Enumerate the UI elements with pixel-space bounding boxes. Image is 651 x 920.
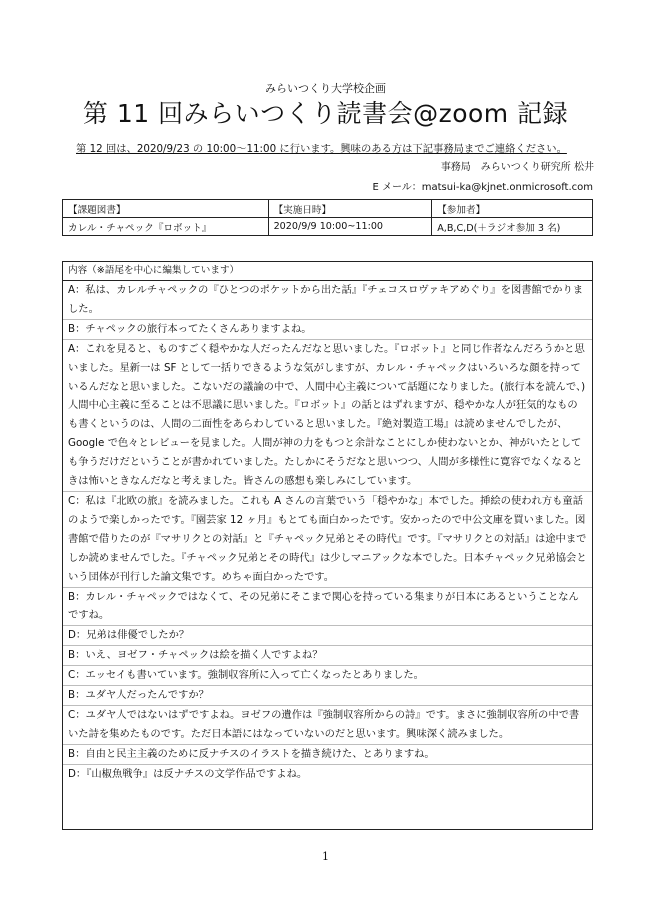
discussion-paragraph: B：カレル・チャペックではなくて、その兄弟にそこまで関心を持っている集まりが日本にあるということなんですね。 (63, 588, 592, 627)
date-header: 【実施日時】 (268, 200, 432, 218)
discussion-paragraph: C：エッセイも書いています。強制収容所に入って亡くなったとありました。 (63, 666, 592, 686)
next-session-notice: 第 12 回は、2020/9/23 の 10:00〜11:00 に行います。興味のある方は下記事務局までご連絡ください。 (76, 143, 567, 155)
discussion-content-box (62, 261, 593, 830)
participants-header: 【参加者】 (432, 200, 593, 218)
page-number: 1 (322, 850, 329, 863)
info-table-value-row (63, 218, 593, 236)
info-table (62, 199, 593, 236)
discussion-paragraph: C：ユダヤ人ではないはずですよね。ヨゼフの遺作は『強制収容所からの詩』です。まさに強制収容所の中で書いた詩を集めたものです。ただ日本語にはなっていないのだと思います。興味深く読みました。 (63, 706, 592, 745)
discussion-paragraph: B：ユダヤ人だったんですか？ (63, 686, 592, 706)
discussion-paragraph: B：チャペックの旅行本ってたくさんありますよね。 (63, 320, 592, 340)
discussion-paragraph: A：これを見ると、ものすごく穏やかな人だったんだなと思いました。『ロボット』と同じ作者なんだろうかと思いました。星新一は SF として一括りできるような気がしますが、カレル・チャペックはいろいろな顔を持っているんだなと思いました。こないだの議論の中で、人間中心主義について話題になりました。(旅行本を読んで、)人間中心主義に至ることは不思議に思いました。『ロボット』の話とはずれますが、穏やかな人が狂気的なものも書くというのは、人間の二面性をあらわしていると思いました。『絶対製造工場』は読めませんでしたが、Google で色々とレビューを見ました。人間が神の力をもつと余計なことにしか使わないとか、神がいたとしても争うだけだということが書かれていました。たしかにそうだなと思いつつ、人間が多様性に寛容でなくなるときは怖いときなんだなと考えました。皆さんの感想も楽しみにしています。 (63, 340, 592, 492)
discussion-paragraph: D：『山椒魚戦争』は反ナチスの文学作品ですよね。 (68, 767, 308, 780)
content-header: 内容（※語尾を中心に編集しています） (63, 262, 592, 281)
office-contact: 事務局 みらいつくり研究所 松井 (440, 162, 594, 173)
date-value: 2020/9/9 10:00~11:00 (268, 218, 432, 236)
discussion-paragraph: A：私は、カレルチャペックの『ひとつのポケットから出た話』『チェコスロヴァキアめぐり』を図書館でかりました。 (63, 281, 592, 320)
discussion-paragraph: B：いえ、ヨゼフ・チャペックは絵を描く人ですよね？ (63, 646, 592, 666)
email-contact: E メール：matsui-ka@kjnet.onmicrosoft.com (372, 182, 593, 193)
participants-value: A,B,C,D(＋ラジオ参加 3 名) (432, 218, 593, 236)
event-subtitle: みらいつくり大学校企画 (265, 82, 386, 95)
page-title: 第 11 回みらいつくり読書会@zoom 記録 (82, 99, 569, 128)
info-table-header-row (63, 200, 593, 218)
discussion-paragraph: C：私は『北欧の旅』を読みました。これも A さんの言葉でいう「穏やかな」本でした。挿絵の使われ方も童話のようで楽しかったです。『園芸家 12 ヶ月』もとても面白かったです。安かったので中公文庫を買いました。図書館で借りたのが『マサリクとの対話』と『チャペック兄弟とその時代』です。『マサリクとの対話』は途中までしか読めませんでした。『チャペック兄弟とその時代』は少しマニアックな本でした。日本チャペック兄弟協会という団体が刊行した論文集です。めちゃ面白かったです。 (63, 492, 592, 588)
book-value: カレル・チャペック『ロボット』 (63, 218, 269, 236)
discussion-paragraph: B：自由と民主主義のために反ナチスのイラストを描き続けた、とありますね。 (63, 745, 592, 765)
book-header: 【課題図書】 (63, 200, 269, 218)
discussion-paragraph: D：兄弟は俳優でしたか？ (63, 626, 592, 646)
